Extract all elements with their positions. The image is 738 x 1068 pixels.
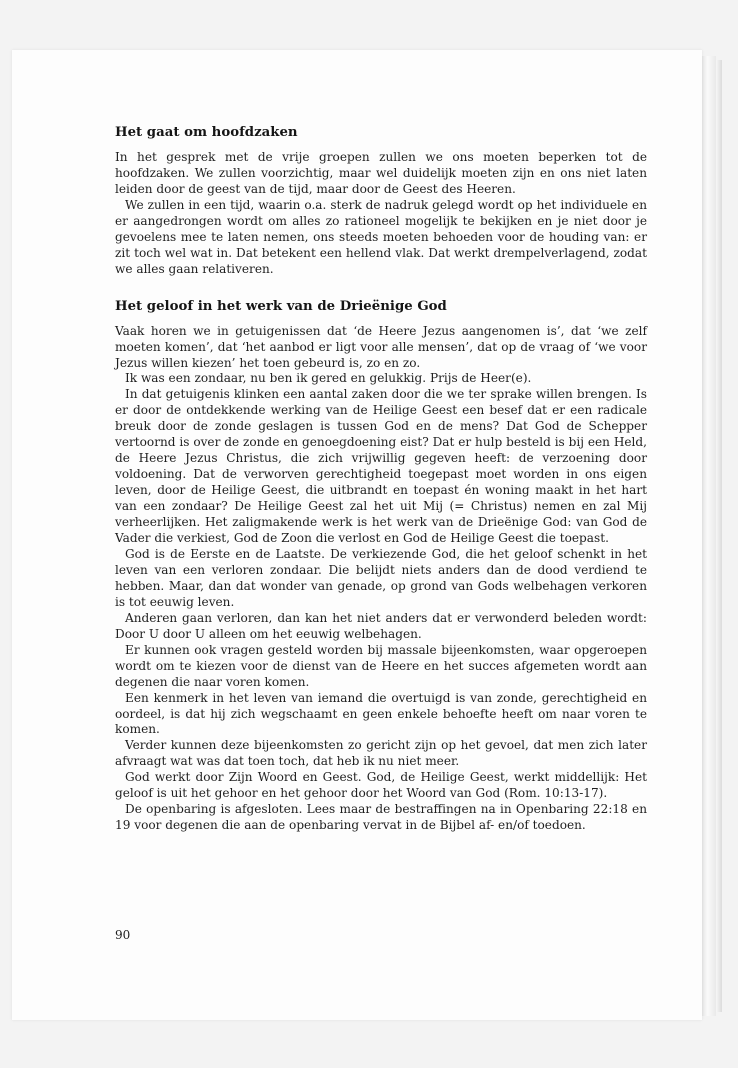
paragraph: We zullen in een tijd, waarin o.a. sterk de nadruk gelegd wordt op het individuele en er aangedrongen wordt om alles zo rationeel mogelijk te bekijken en je niet door je gevoelens mee te laten nemen, ons steeds moeten behoeden voor de houding van: er zit toch wel wat in. Dat betekent een hellend vlak. Dat werkt drempelverlagend, zodat we alles gaan relativeren. (115, 197, 647, 276)
page-stack-edge (702, 56, 716, 1016)
paragraph: God werkt door Zijn Woord en Geest. God, de Heilige Geest, werkt middellijk: Het geloof is uit het gehoor en het gehoor door het Woord van God (Rom. 10:13-17). (115, 770, 647, 801)
paragraph: In dat getuigenis klinken een aantal zaken door die we ter sprake willen brengen. Is er door de ontdekkende werking van de Heilige Geest een besef dat er een radicale breuk door de zonde geslagen is tussen God en de mens? Dat God de Schepper vertoornd is over de zonde en genoegdoening eist? Dat er hulp besteld is bij een Held, de Heere Jezus Christus, die zich vrijwillig gegeven heeft: de verzoening door voldoening. Dat de verworven gerechtigheid toegepast moet worden in ons eigen leven, door de Heilige Geest, die uitbrandt en toepast én woning maakt in het hart van een zondaar? De Heilige Geest zal het uit Mij (= Christus) nemen en zal Mij verheerlijken. Het zaligmakende werk is het werk van de Drieënige God: van God de Vader die verkiest, God de Zoon die verlost en God de Heilige Geest die toepast. (115, 387, 647, 546)
paragraph: In het gesprek met de vrije groepen zullen we ons moeten beperken tot de hoofdzaken. We zullen voorzichtig, maar wel duidelijk moeten zijn en ons niet laten leiden door de geest van de tijd, maar door de Geest des Heeren. (115, 150, 647, 196)
page-content (115, 124, 647, 854)
paragraph: Een kenmerk in het leven van iemand die overtuigd is van zonde, gerechtigheid en oordeel, is dat hij zich wegschaamt en geen enkele behoefte heeft om naar voren te komen. (115, 690, 647, 737)
paragraph: Ik was een zondaar, nu ben ik gered en gelukkig. Prijs de Heer(e). (125, 371, 532, 386)
section-hoofdzaken (115, 124, 647, 278)
paragraph: God is de Eerste en de Laatste. De verkiezende God, die het geloof schenkt in het leven van een verloren zondaar. Die belijdt niets anders dan de dood verdiend te hebben. Maar, dan dat wonder van genade, op grond van Gods welbehagen verkoren is tot eeuwig leven. (115, 546, 647, 609)
section-geloof (115, 298, 647, 835)
section-heading: Het gaat om hoofdzaken (115, 125, 298, 140)
section-heading: Het geloof in het werk van de Drieënige God (115, 298, 447, 314)
paragraph: Verder kunnen deze bijeenkomsten zo gericht zijn op het gevoel, dat men zich later afvraagt wat was dat toen toch, dat heb ik nu niet meer. (115, 738, 647, 769)
paragraph: Anderen gaan verloren, dan kan het niet anders dat er verwonderd beleden wordt: Door U door U alleen om het eeuwig welbehagen. (115, 610, 647, 641)
paragraph: Vaak horen we in getuigenissen dat ‘de Heere Jezus aangenomen is’, dat ‘we zelf moeten komen’, dat ‘het aanbod er ligt voor alle mensen’, dat op de vraag of ‘we voor Jezus willen kiezen’ het toen gebeurd is, zo en zo. (115, 323, 647, 370)
paragraph: Er kunnen ook vragen gesteld worden bij massale bijeenkomsten, waar opgeroepen wordt om te kiezen voor de dienst van de Heere en het succes afgemeten wordt aan degenen die naar voren komen. (115, 642, 647, 689)
paragraph: De openbaring is afgesloten. Lees maar de bestraffingen na in Openbaring 22:18 en 19 voor degenen die aan de openbaring vervat in de Bijbel af- en/of toedoen. (115, 802, 647, 833)
page-stack-edge-outer (716, 60, 722, 1012)
page-number: 90 (115, 928, 131, 942)
